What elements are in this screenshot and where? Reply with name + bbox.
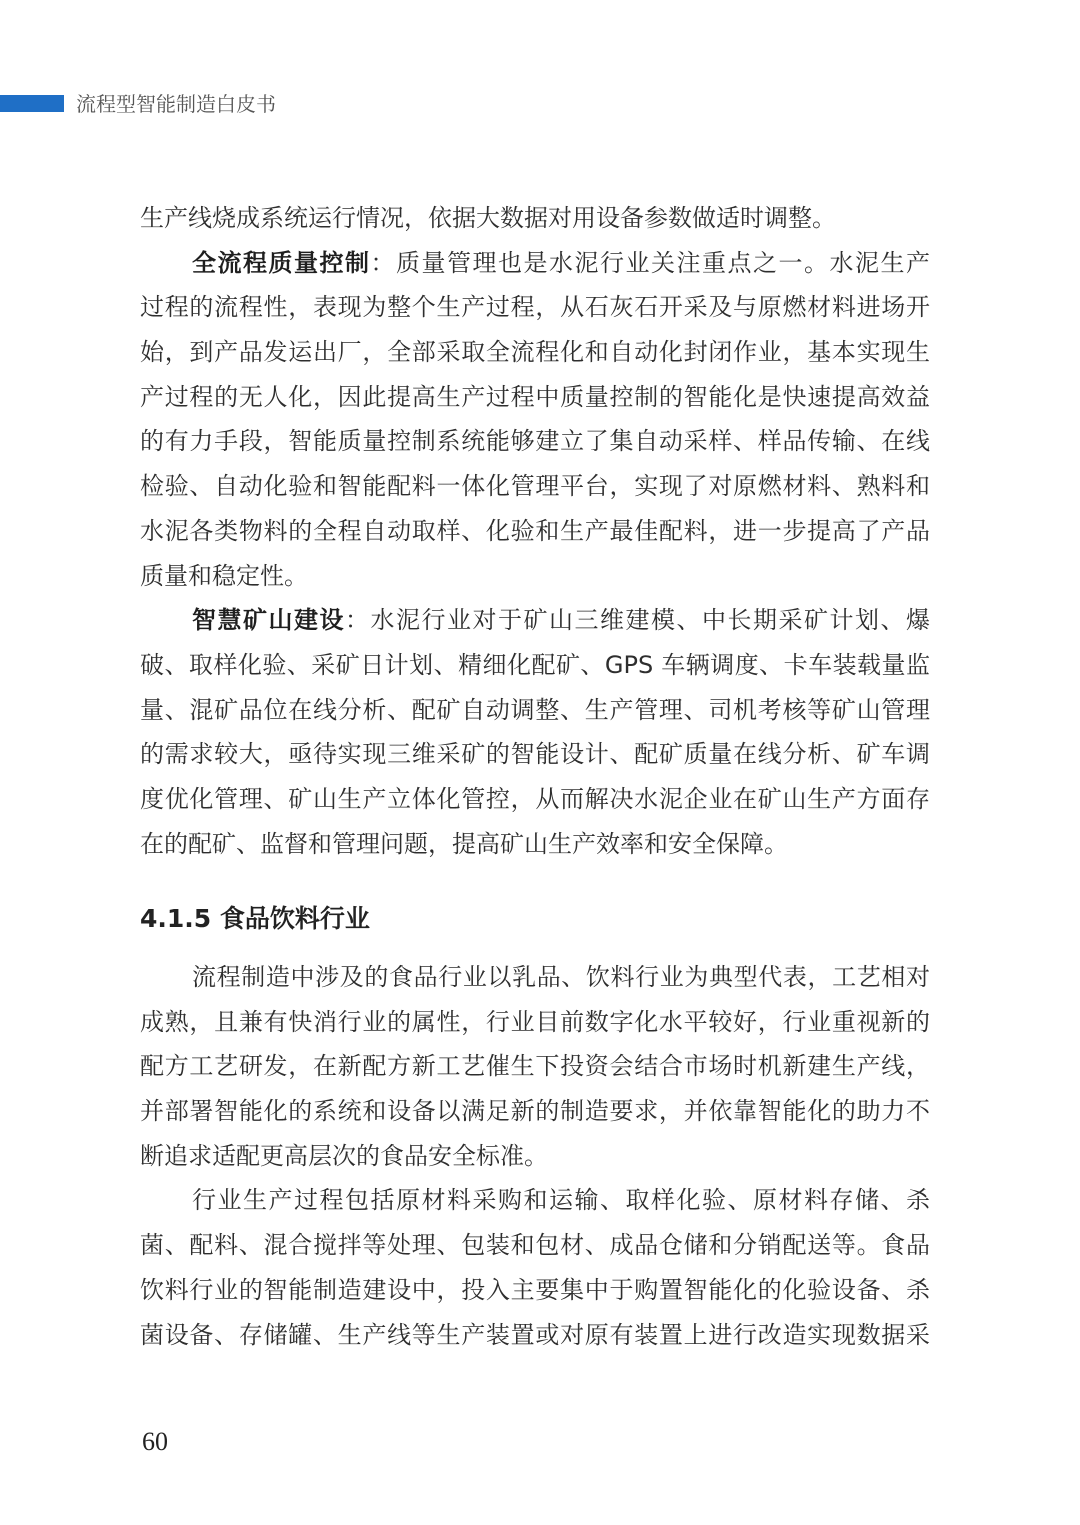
paragraph-food-process — [140, 1178, 930, 1357]
paragraph-lead-term: 全流程质量控制 — [192, 248, 371, 277]
paragraph-lead-term: 智慧矿山建设 — [192, 606, 345, 635]
running-header-title: 流程型智能制造白皮书 — [76, 92, 276, 116]
text-line — [140, 598, 930, 643]
paragraph-quality-control — [140, 241, 930, 599]
text-line: 在的配矿、监督和管理问题，提高矿山生产效率和安全保障。 — [140, 829, 788, 858]
text-line: 量、混矿品位在线分析、配矿自动调整、生产管理、司机考核等矿山管理 — [140, 695, 930, 724]
text-line: 行业生产过程包括原材料采购和运输、取样化验、原材料存储、杀 — [192, 1186, 930, 1215]
paragraph-food-intro — [140, 955, 930, 1178]
text-line: 流程制造中涉及的食品行业以乳品、饮料行业为典型代表，工艺相对 — [192, 963, 930, 991]
text-line: 度优化管理、矿山生产立体化管控，从而解决水泥企业在矿山生产方面存 — [140, 784, 930, 813]
text-line: 并部署智能化的系统和设备以满足新的制造要求，并依靠智能化的助力不 — [140, 1097, 930, 1126]
text-line: 过程的流程性，表现为整个生产过程，从石灰石开采及与原燃材料进场开 — [140, 293, 930, 322]
text-line: 成熟，且兼有快消行业的属性，行业目前数字化水平较好，行业重视新的 — [140, 1007, 930, 1036]
section-heading: 4.1.5 食品饮料行业 — [140, 904, 370, 934]
text-line — [140, 241, 930, 286]
text-line: 断追求适配更高层次的食品安全标准。 — [140, 1141, 548, 1170]
text-line: 菌设备、存储罐、生产线等生产装置或对原有装置上进行改造实现数据采 — [140, 1320, 930, 1349]
text-line-rest: ：水泥行业对于矿山三维建模、中长期采矿计划、爆 — [345, 606, 930, 635]
text-line: 检验、自动化验和智能配料一体化管理平台，实现了对原燃材料、熟料和 — [140, 472, 930, 501]
text-line-rest: ：质量管理也是水泥行业关注重点之一。水泥生产 — [370, 248, 930, 277]
page-body — [140, 196, 930, 1357]
text-line: 饮料行业的智能制造建设中，投入主要集中于购置智能化的化验设备、杀 — [140, 1275, 930, 1304]
text-line: 菌、配料、混合搅拌等处理、包装和包材、成品仓储和分销配送等。食品 — [140, 1231, 930, 1260]
header-accent-bar — [0, 95, 64, 112]
text-line: 的需求较大，亟待实现三维采矿的智能设计、配矿质量在线分析、矿车调 — [140, 740, 930, 769]
text-line: 配方工艺研发，在新配方新工艺催生下投资会结合市场时机新建生产线， — [140, 1052, 930, 1081]
text-line: 的有力手段，智能质量控制系统能够建立了集自动采样、样品传输、在线 — [140, 427, 930, 456]
text-line: 破、取样化验、采矿日计划、精细化配矿、GPS 车辆调度、卡车装载量监 — [140, 650, 930, 679]
text-line: 生产线烧成系统运行情况，依据大数据对用设备参数做适时调整。 — [140, 204, 836, 232]
page-number: 60 — [142, 1427, 168, 1456]
text-line: 质量和稳定性。 — [140, 561, 308, 590]
paragraph-smart-mine — [140, 598, 930, 866]
text-line: 产过程的无人化，因此提高生产过程中质量控制的智能化是快速提高效益 — [140, 382, 930, 411]
paragraph-continuation — [140, 196, 930, 241]
text-line: 始，到产品发运出厂，全部采取全流程化和自动化封闭作业，基本实现生 — [140, 338, 930, 367]
text-line: 水泥各类物料的全程自动取样、化验和生产最佳配料，进一步提高了产品 — [140, 516, 930, 545]
